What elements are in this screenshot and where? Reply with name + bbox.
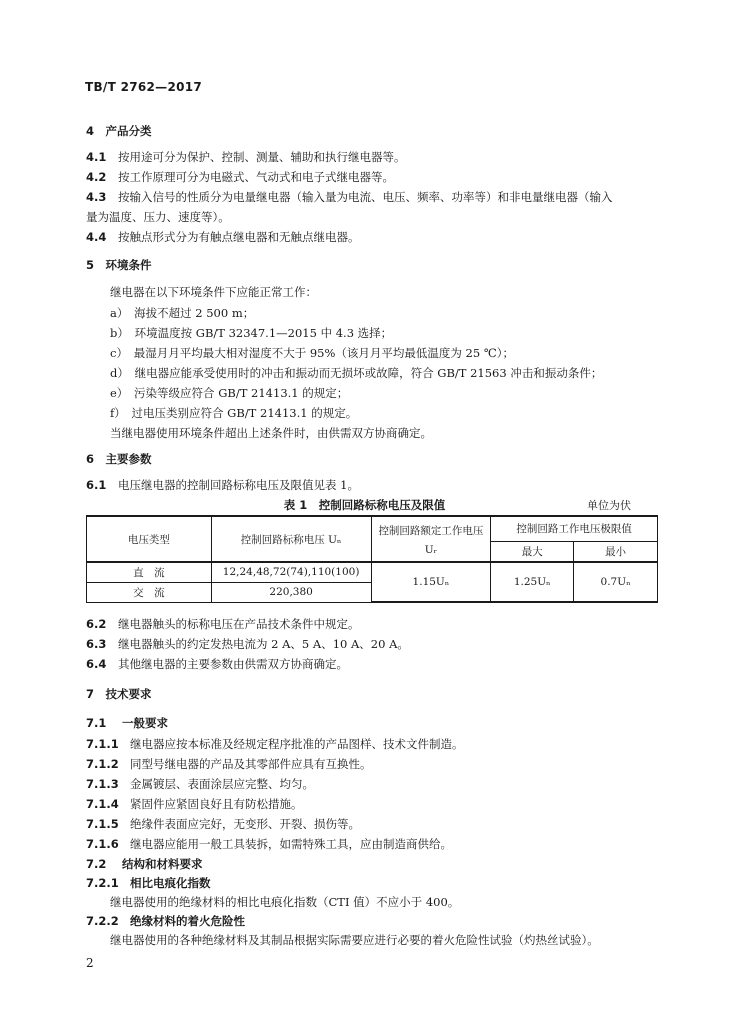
condition-a: a） 海拔不超过 2 500 m； [110, 306, 255, 320]
header-voltage-type: 电压类型 [87, 516, 212, 562]
clause-text: 继电器应能用一般工具装拆，如需特殊工具，应由制造商供给。 [130, 837, 452, 851]
voltage-table [86, 515, 658, 603]
header-limit-values: 控制回路工作电压极限值 [491, 516, 658, 541]
clause-text: 继电器应按本标准及经规定程序批准的产品图样、技术文件制造。 [130, 737, 464, 751]
subsection-number: 7.2.1 [86, 876, 119, 890]
subsection-number: 7.2.2 [86, 914, 119, 928]
clause-text: 其他继电器的主要参数由供需双方协商确定。 [118, 657, 348, 671]
clause-7-1-6 [86, 837, 452, 851]
clause-text: 紧固件应紧固良好且有防松措施。 [130, 797, 303, 811]
clause-7-1-1 [86, 737, 464, 751]
clause-7-1-3 [86, 777, 314, 791]
section-5-title: 5 环境条件 [86, 258, 152, 272]
clause-number: 6.2 [86, 617, 107, 631]
condition-e: e） 污染等级应符合 GB/T 21413.1 的规定； [110, 386, 349, 400]
clause-6-2 [86, 617, 360, 631]
row-dc-values: 12,24,48,72(74),110(100) [211, 562, 371, 582]
min-value: 0.7Uₙ [574, 562, 658, 602]
condition-d: d） 继电器应能承受使用时的冲击和振动而无损坏或故障，符合 GB/T 21563 冲击和振动条件； [110, 366, 603, 380]
clause-number: 6.1 [86, 478, 107, 492]
clause-7-1-2 [86, 757, 372, 771]
clause-number: 7.1.6 [86, 837, 119, 851]
clause-6-4 [86, 657, 348, 671]
clause-7-2-1-text: 继电器使用的绝缘材料的相比电痕化指数（CTI 值）不应小于 400。 [110, 895, 460, 909]
rated-value: 1.15Uₙ [371, 562, 491, 602]
clause-4-2 [86, 170, 394, 184]
subsection-number: 7.1 [86, 716, 107, 730]
subsection-title: 绝缘材料的着火危险性 [130, 914, 245, 928]
clause-4-1 [86, 150, 406, 164]
section-6-title: 6 主要参数 [86, 452, 152, 466]
clause-text: 绝缘件表面应完好，无变形、开裂、损伤等。 [130, 817, 360, 831]
section-4-title: 4 产品分类 [86, 124, 152, 138]
subsection-number: 7.2 [86, 857, 107, 871]
subsection-title: 结构和材料要求 [122, 857, 203, 871]
clause-number: 4.3 [86, 190, 107, 204]
section-7-title: 7 技术要求 [86, 687, 152, 701]
clause-text: 按输入信号的性质分为电量继电器（输入量为电流、电压、频率、功率等）和非电量继电器（输入 [118, 190, 613, 204]
header-min: 最小 [574, 541, 658, 562]
clause-7-2-2-text: 继电器使用的各种绝缘材料及其制品根据实际需要应进行必要的着火危险性试验（灼热丝试验）。 [110, 933, 599, 947]
clause-4-4 [86, 230, 360, 244]
subsection-title: 相比电痕化指数 [130, 876, 211, 890]
subsection-title: 一般要求 [122, 716, 168, 730]
clause-6-1 [86, 478, 359, 492]
clause-number: 6.4 [86, 657, 107, 671]
clause-number: 7.1.3 [86, 777, 119, 791]
row-ac-values: 220,380 [211, 582, 371, 602]
clause-number: 7.1.5 [86, 817, 119, 831]
section-5-intro: 继电器在以下环境条件下应能正常工作： [110, 285, 317, 299]
subsection-7-2-title [86, 857, 203, 871]
clause-number: 4.2 [86, 170, 107, 184]
clause-7-1-5 [86, 817, 360, 831]
page-number: 2 [86, 956, 94, 970]
clause-number: 4.1 [86, 150, 107, 164]
clause-text: 金属镀层、表面涂层应完整、均匀。 [130, 777, 314, 791]
header-rated-voltage-symbol: Uᵣ [424, 543, 438, 556]
subsection-7-2-1-title [86, 876, 211, 890]
clause-number: 7.1.2 [86, 757, 119, 771]
header-nominal-voltage: 控制回路标称电压 Uₙ [211, 516, 371, 562]
table-caption: 表 1 控制回路标称电压及限值 [283, 498, 446, 512]
subsection-7-1-title [86, 716, 168, 730]
clause-text: 电压继电器的控制回路标称电压及限值见表 1。 [118, 478, 359, 492]
clause-6-3 [86, 637, 409, 651]
row-ac-type: 交 流 [87, 582, 212, 602]
standard-header: TB/T 2762—2017 [85, 80, 203, 94]
header-rated-voltage [371, 516, 491, 562]
clause-text: 同型号继电器的产品及其零部件应具有互换性。 [130, 757, 372, 771]
header-max: 最大 [491, 541, 574, 562]
clause-4-3 [86, 190, 613, 204]
clause-text: 继电器触头的标称电压在产品技术条件中规定。 [118, 617, 360, 631]
row-dc-type: 直 流 [87, 562, 212, 582]
clause-number: 4.4 [86, 230, 107, 244]
clause-4-3-continued: 量为温度、压力、速度等）。 [86, 210, 230, 224]
table-unit: 单位为伏 [587, 499, 631, 512]
clause-text: 继电器触头的约定发热电流为 2 A、5 A、10 A、20 A。 [118, 637, 409, 651]
condition-f: f） 过电压类别应符合 GB/T 21413.1 的规定。 [110, 406, 358, 420]
clause-text: 按工作原理可分为电磁式、气动式和电子式继电器等。 [118, 170, 394, 184]
clause-text: 按用途可分为保护、控制、测量、辅助和执行继电器等。 [118, 150, 406, 164]
clause-text: 按触点形式分为有触点继电器和无触点继电器。 [118, 230, 360, 244]
clause-number: 6.3 [86, 637, 107, 651]
header-rated-voltage-line1: 控制回路额定工作电压 [378, 524, 484, 537]
max-value: 1.25Uₙ [491, 562, 574, 602]
clause-number: 7.1.4 [86, 797, 119, 811]
clause-number: 7.1.1 [86, 737, 119, 751]
clause-7-1-4 [86, 797, 303, 811]
subsection-7-2-2-title [86, 914, 245, 928]
condition-b: b） 环境温度按 GB/T 32347.1—2015 中 4.3 选择； [110, 326, 393, 340]
section-5-outro: 当继电器使用环境条件超出上述条件时，由供需双方协商确定。 [110, 426, 432, 440]
condition-c: c） 最湿月月平均最大相对湿度不大于 95%（该月月平均最低温度为 25 ℃）； [110, 346, 514, 360]
